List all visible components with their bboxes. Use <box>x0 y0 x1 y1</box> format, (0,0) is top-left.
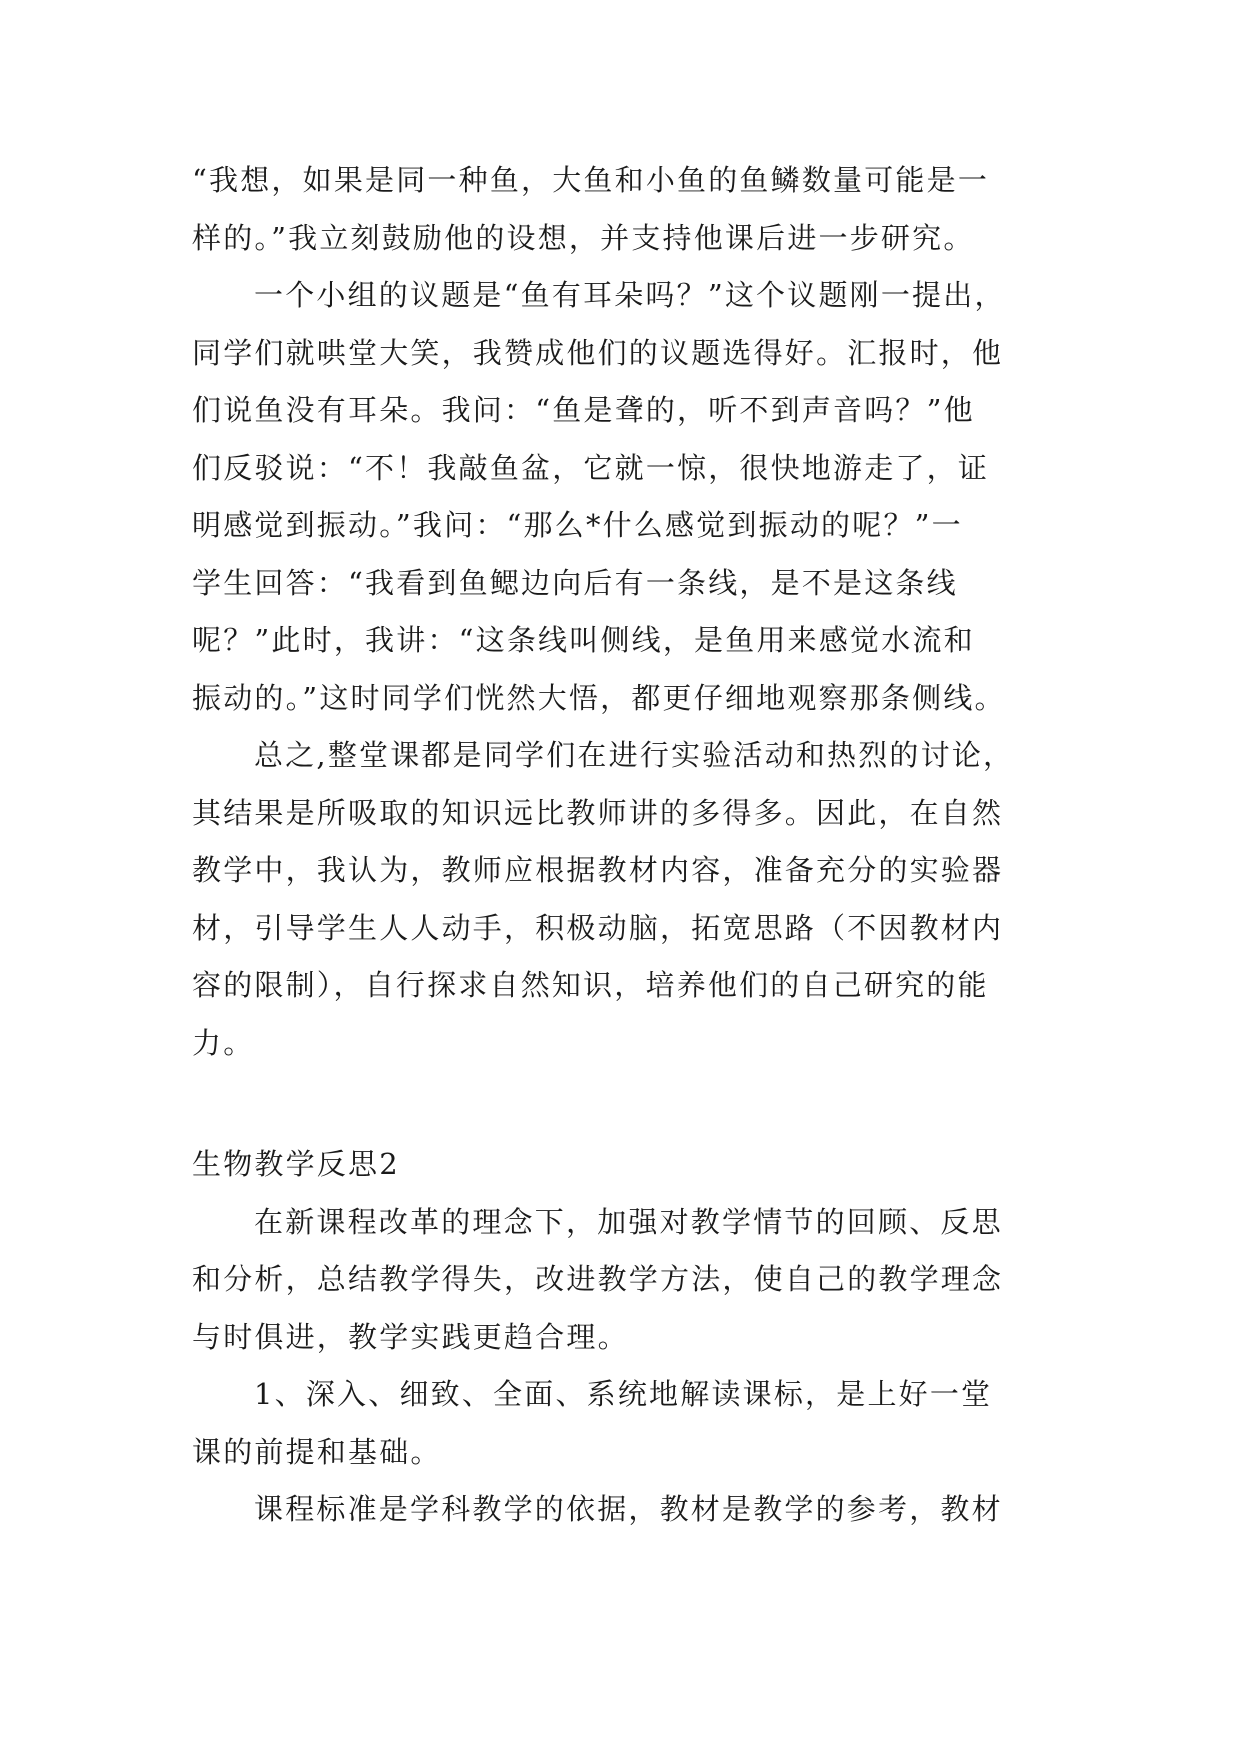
paragraph-curriculum-standard <box>192 1481 1052 1539</box>
text-line: 一个小组的议题是“鱼有耳朵吗？”这个议题刚一提出， <box>254 278 1006 312</box>
text-line: 样的。”我立刻鼓励他的设想，并支持他课后进一步研究。 <box>192 220 975 255</box>
text-line: 们反驳说：“不！我敲鱼盆，它就一惊，很快地游走了，证 <box>192 450 990 485</box>
text-line: 容的限制），自行探求自然知识，培养他们的自己研究的能 <box>192 968 989 1002</box>
text-line: 材，引导学生人人动手，积极动脑，拓宽思路（不因教材内 <box>192 910 1004 945</box>
paragraph-fish-scales <box>192 152 1052 267</box>
section-title: 生物教学反思2 <box>192 1147 400 1181</box>
text-line: 们说鱼没有耳朵。我问：“鱼是聋的，听不到声音吗？”他 <box>192 393 975 427</box>
text-line: 在新课程改革的理念下，加强对教学情节的回顾、反思 <box>254 1204 1003 1239</box>
text-line: 总之,整堂课都是同学们在进行实验活动和热烈的讨论， <box>254 738 1015 772</box>
text-line: 与时俱进，教学实践更趋合理。 <box>192 1319 629 1354</box>
text-line: 1、深入、细致、全面、系统地解读课标，是上好一堂 <box>254 1377 993 1411</box>
paragraph-new-curriculum <box>192 1194 1052 1367</box>
text-line: 课程标准是学科教学的依据，教材是教学的参考，教材 <box>254 1492 1003 1526</box>
text-line: 明感觉到振动。”我问：“那么*什么感觉到振动的呢？”一 <box>192 508 963 542</box>
text-line: “我想，如果是同一种鱼，大鱼和小鱼的鱼鳞数量可能是一 <box>192 163 990 197</box>
text-line: 和分析，总结教学得失，改进教学方法，使自己的教学理念 <box>192 1262 1004 1296</box>
text-line: 其结果是所吸取的知识远比教师讲的多得多。因此，在自然 <box>192 795 1004 830</box>
text-line: 课的前提和基础。 <box>192 1434 442 1469</box>
text-line: 学生回答：“我看到鱼鳃边向后有一条线，是不是这条线 <box>192 565 958 600</box>
paragraph-point-1 <box>192 1366 1052 1481</box>
document-body <box>192 152 1052 1539</box>
text-line: 振动的。”这时同学们恍然大悟，都更仔细地观察那条侧线。 <box>192 680 1006 715</box>
paragraph-fish-ears <box>192 267 1052 727</box>
text-line: 呢？”此时，我讲：“这条线叫侧线，是鱼用来感觉水流和 <box>192 623 975 657</box>
paragraph-conclusion <box>192 727 1052 1072</box>
text-line: 同学们就哄堂大笑，我赞成他们的议题选得好。汇报时，他 <box>192 335 1004 370</box>
text-line: 教学中，我认为，教师应根据教材内容，准备充分的实验器 <box>192 853 1004 887</box>
text-line: 力。 <box>192 1025 255 1060</box>
